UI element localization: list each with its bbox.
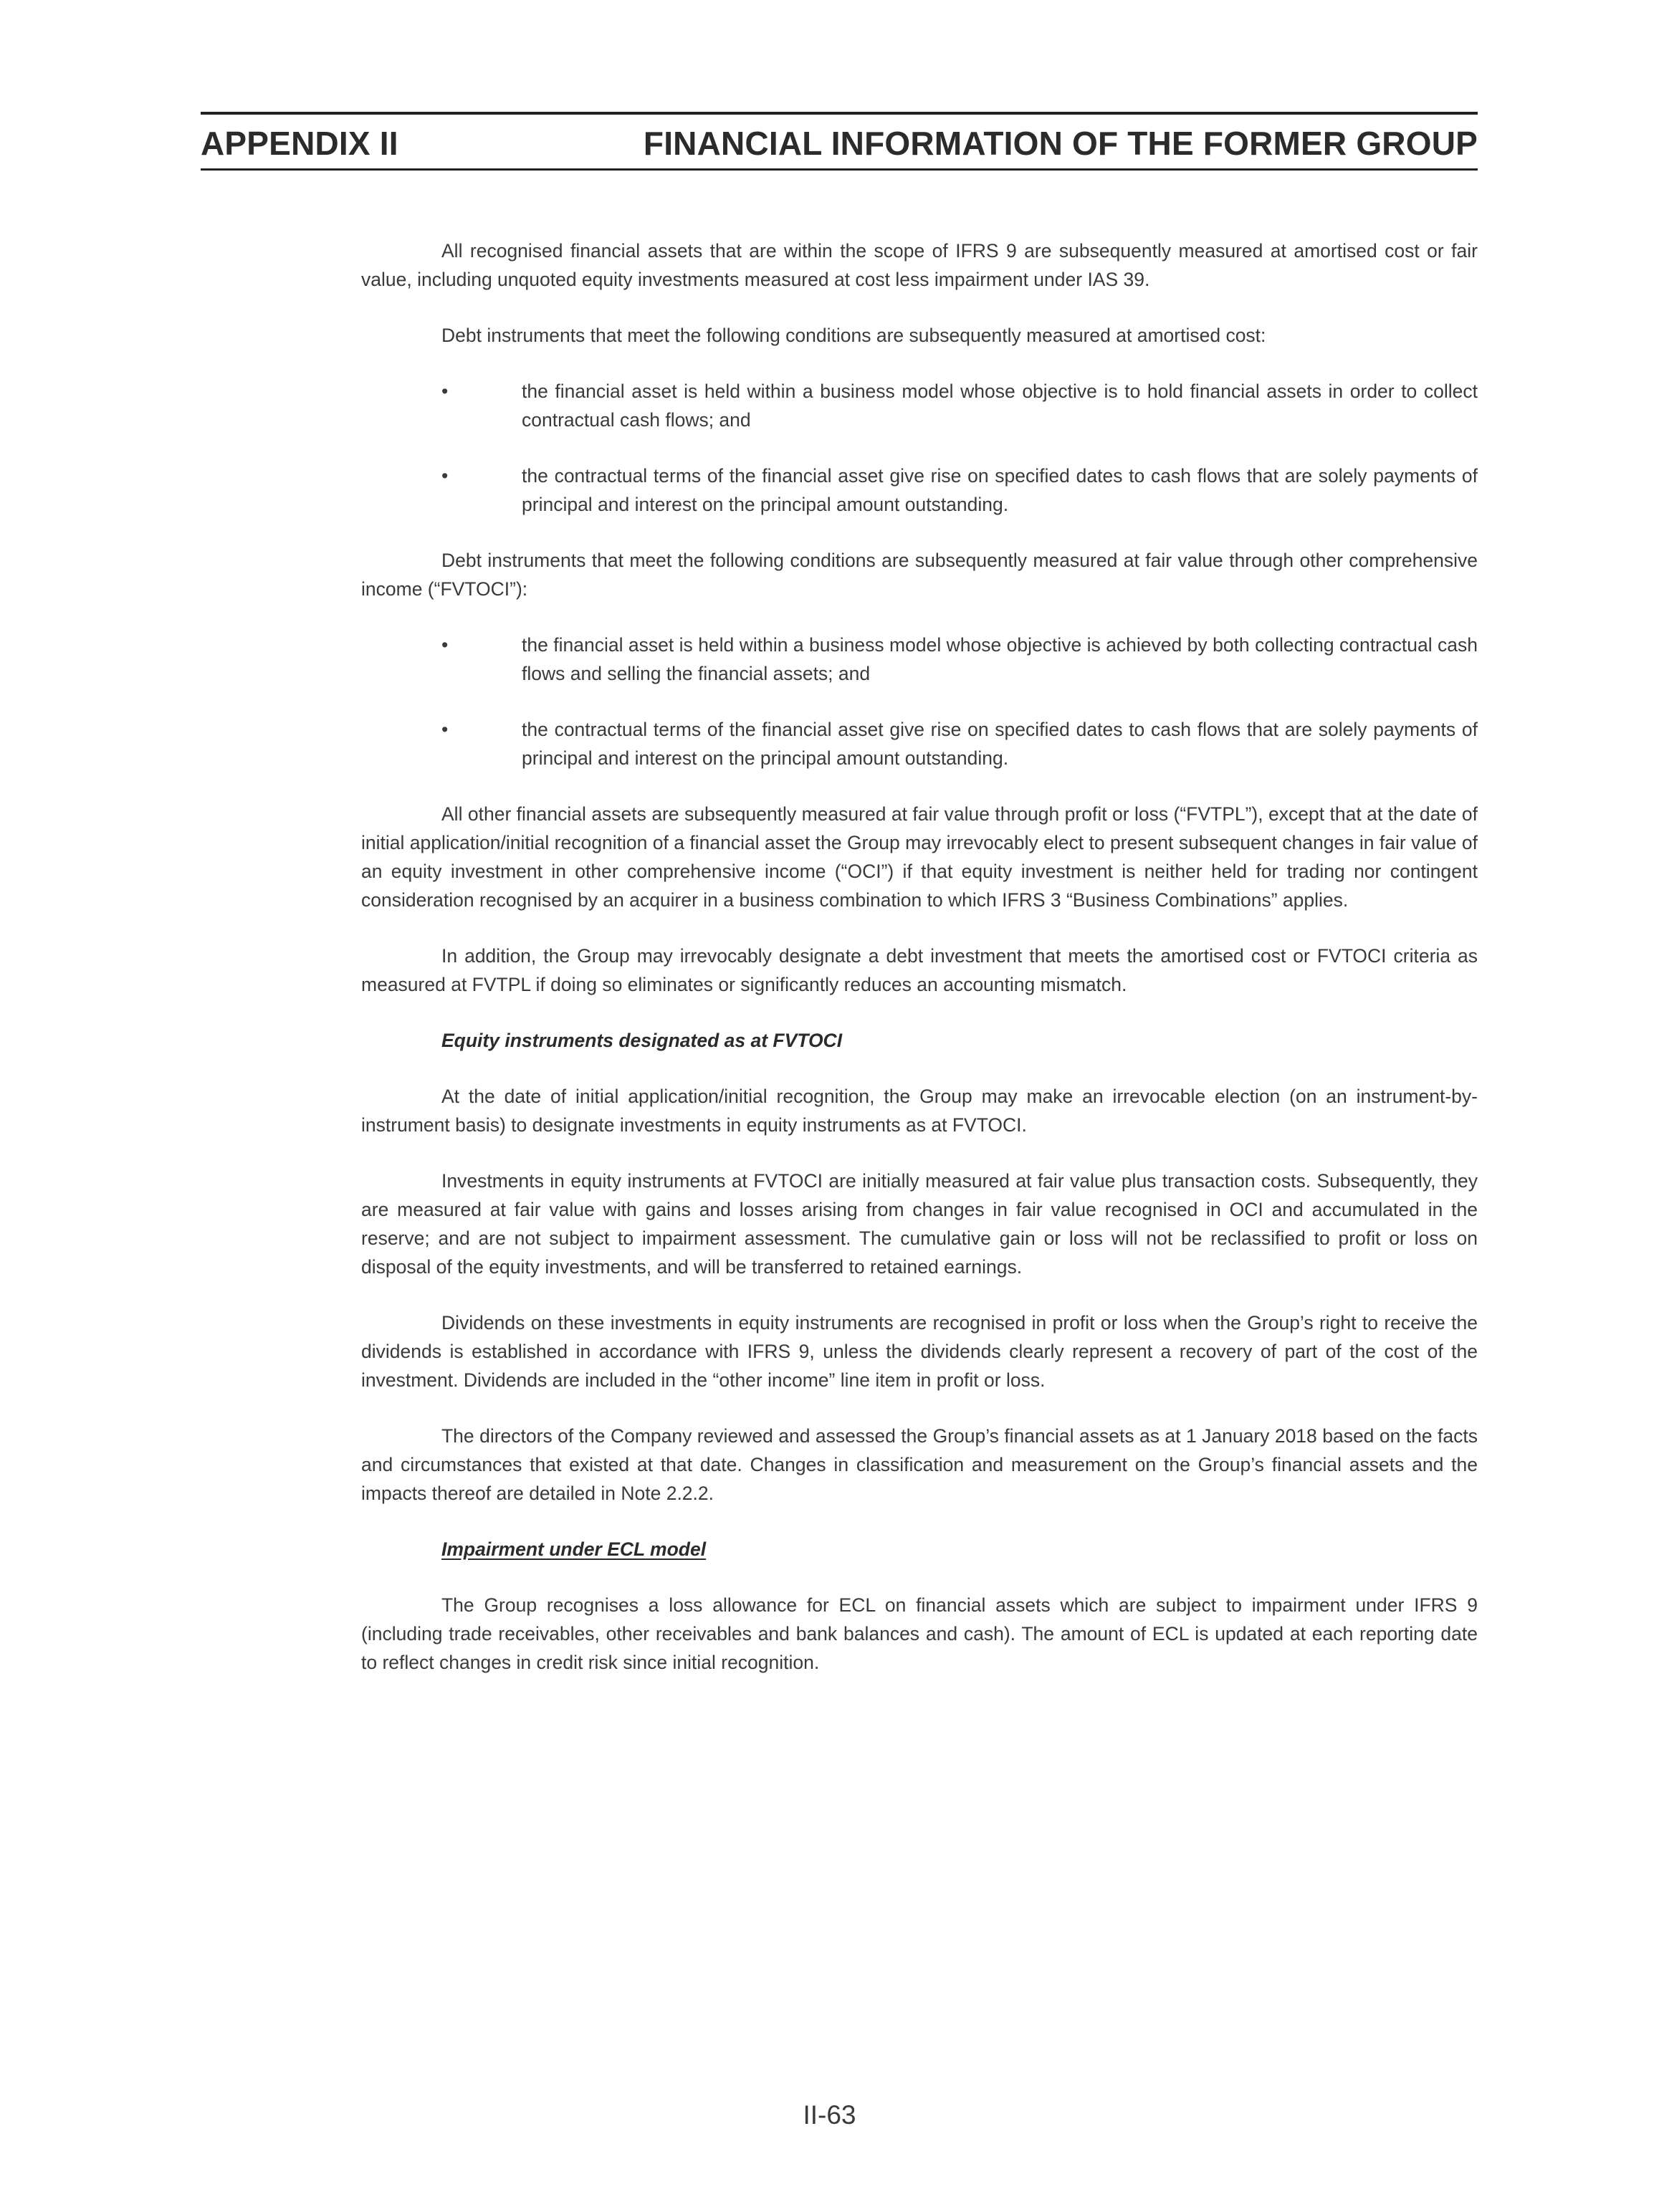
paragraph-4: All other financial assets are subsequently measured at fair value through profit or loss (“FVTPL”), except that at the date of initial application/initial recognition of a financial asset the Group may irrevocably elect to present subsequent changes in fair value of an equity investment in other comprehensive income (“OCI”) if that equity investment is neither held for trading nor contingent consideration recognised by an acquirer in a business combination to which IFRS 3 “Business Combinations” applies.	[361, 803, 1478, 911]
bullet-text: the financial asset is held within a business model whose objective is to hold financial assets in order to collect contractual cash flows; and	[522, 380, 1478, 431]
paragraph-7: Investments in equity instruments at FVTOCI are initially measured at fair value plus transaction costs. Subsequently, they are measured at fair value with gains and losses arising from changes in fair value recognised in OCI and accumulated in the reserve; and are not subject to impairment assessment. The cumulative gain or loss will not be reclassified to profit or loss on disposal of the equity investments, and will be transferred to retained earnings.	[361, 1170, 1478, 1278]
section-title: FINANCIAL INFORMATION OF THE FORMER GROUP	[643, 125, 1478, 162]
bullet-text: the contractual terms of the financial asset give rise on specified dates to cash flows that are solely payments of principal and interest on the principal amount outstanding.	[522, 719, 1478, 769]
bullet-dot: •	[441, 380, 449, 402]
page-number: II-63	[803, 2100, 856, 2130]
subheading-impairment-text: Impairment under ECL model	[441, 1538, 707, 1560]
paragraph-8: Dividends on these investments in equity instruments are recognised in profit or loss when the Group’s right to receive the dividends is established in accordance with IFRS 9, unless the dividends clearly represent a recovery of part of the cost of the investment. Dividends are included in the “other income” line item in profit or loss.	[361, 1312, 1478, 1391]
subheading-equity-instruments: Equity instruments designated as at FVTOCI	[441, 1030, 843, 1051]
bullet-item	[361, 461, 1478, 519]
bullet-item	[361, 377, 1478, 434]
subheading-impairment	[361, 1535, 1478, 1564]
bullet-item	[361, 631, 1478, 688]
bullet-dot: •	[441, 634, 449, 656]
bullet-text: the contractual terms of the financial asset give rise on specified dates to cash flows that are solely payments of principal and interest on the principal amount outstanding.	[522, 465, 1478, 515]
paragraph-1: All recognised financial assets that are within the scope of IFRS 9 are subsequently measured at amortised cost or fair value, including unquoted equity investments measured at cost less impairment under IAS 39.	[361, 240, 1478, 290]
bullet-dot: •	[441, 719, 449, 740]
page-header	[201, 112, 1478, 171]
appendix-label: APPENDIX II	[201, 125, 398, 162]
paragraph-2: Debt instruments that meet the following conditions are subsequently measured at amortised cost:	[441, 325, 1266, 346]
paragraph-9: The directors of the Company reviewed and assessed the Group’s financial assets as at 1 January 2018 based on the facts and circumstances that existed at that date. Changes in classification and measurement on the Group’s financial assets and the impacts thereof are detailed in Note 2.2.2.	[361, 1425, 1478, 1504]
paragraph-10: The Group recognises a loss allowance for ECL on financial assets which are subject to impairment under IFRS 9 (including trade receivables, other receivables and bank balances and cash). The amount of ECL is updated at each reporting date to reflect changes in credit risk since initial recognition.	[361, 1594, 1478, 1673]
document-body	[361, 236, 1478, 1704]
paragraph-5: In addition, the Group may irrevocably designate a debt investment that meets the amortised cost or FVTOCI criteria as measured at FVTPL if doing so eliminates or significantly reduces an accounting mismatch.	[361, 945, 1478, 995]
bullet-text: the financial asset is held within a business model whose objective is achieved by both collecting contractual cash flows and selling the financial assets; and	[522, 634, 1478, 684]
bullet-dot: •	[441, 465, 449, 487]
paragraph-6: At the date of initial application/initial recognition, the Group may make an irrevocable election (on an instrument-by-instrument basis) to designate investments in equity instruments as at FVTOCI.	[361, 1086, 1478, 1136]
paragraph-3: Debt instruments that meet the following conditions are subsequently measured at fair value through other comprehensive income (“FVTOCI”):	[361, 550, 1478, 600]
bullet-item	[361, 715, 1478, 772]
